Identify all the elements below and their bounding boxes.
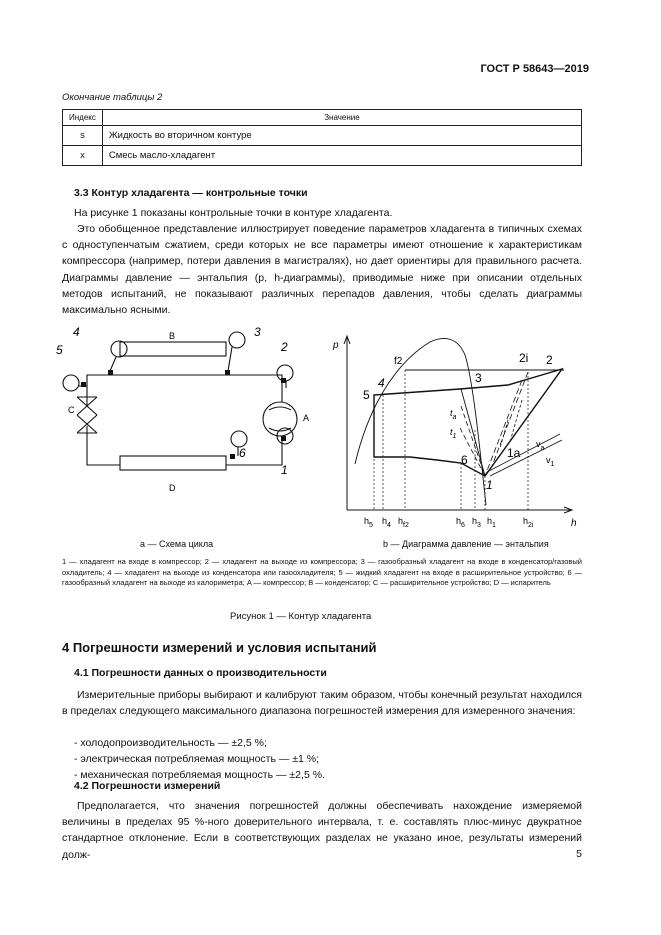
table-cell-value: Смесь масло-хладагент (102, 146, 581, 166)
tick-h3: $h_3$ (472, 516, 481, 529)
section-4-2-text: Предполагается, что значения погрешностей должны обеспечивать нахождение измеряемой величины в пределах 95 %-ного доверительного интервала, т. е. составлять плюс-минус двукратное стандартное отклонение. Если в соответствующих разделах не указано иное, результаты измерений долж- (62, 800, 582, 861)
table-header-index: Индекс (63, 110, 103, 126)
table-header-value: Значение (102, 110, 581, 126)
index-table (62, 109, 582, 166)
t1-label: $t_1$ (450, 427, 457, 440)
tick-h5: $h_5$ (364, 516, 373, 529)
label-evaporator: D (169, 483, 176, 493)
diagram-point-6: 6 (461, 453, 468, 467)
table-row (63, 146, 582, 166)
figure-legend: 1 — хладагент на входе в компрессор; 2 — хладагент на выходе из компрессора; 3 — газообразный хладагент на входе в конденсатор/газовый охладитель; 4 — хладагент на выходе из конденсатора или газоохладителя; 5 — жидкий хладагент на входе в расширительное устройство; 6 — газообразный хладагент на выходе из калориметра; A — компрессор; B — конденсатор; C — расширительное устройство; D — испаритель (62, 557, 582, 587)
diagram-point-2: 2 (546, 353, 553, 367)
diagram-point-1a: 1a (507, 446, 521, 460)
point-2-label: 2 (281, 340, 288, 354)
tick-h6: $h_6$ (456, 516, 465, 529)
point-1-label: 1 (281, 463, 288, 477)
tick-hf2: $h_{f2}$ (398, 516, 409, 529)
table-cell-value: Жидкость во вторичном контуре (102, 126, 581, 146)
page-number: 5 (576, 848, 582, 860)
section-3-3-heading: 3.3 Контур хладагента — контрольные точки (74, 187, 308, 199)
section-4-1-heading: 4.1 Погрешности данных о производительности (74, 667, 327, 679)
h-axis-label: h (571, 518, 577, 529)
table-row (63, 126, 582, 146)
figure-title: Рисунок 1 — Контур хладагента (230, 611, 372, 622)
ph-diagram (330, 330, 585, 535)
section-4-heading: 4 Погрешности измерений и условия испытаний (62, 640, 377, 655)
list-item: - холодопроизводительность — ±2,5 %; (74, 737, 267, 749)
tick-h2i: $h_{2i}$ (523, 516, 534, 529)
list-item: - электрическая потребляемая мощность — ±1 %; (74, 753, 320, 765)
va-label: $v_a$ (536, 439, 545, 452)
cycle-scheme (50, 318, 320, 536)
diagram-point-1: 1 (486, 478, 493, 492)
v1-label: $v_1$ (546, 455, 555, 468)
label-compressor: A (303, 413, 310, 423)
diagram-point-4: 4 (378, 376, 385, 390)
diagram-point-5: 5 (363, 388, 370, 402)
table-cell-index: x (63, 146, 103, 166)
diagram-point-3: 3 (475, 371, 482, 385)
point-6-label: 6 (239, 446, 246, 460)
f2-label: f2 (394, 356, 403, 367)
list-item: - механическая потребляемая мощность — ±2,5 %. (74, 769, 325, 781)
caption-a: a — Схема цикла (140, 539, 214, 549)
tick-h1: $h_1$ (487, 516, 496, 529)
section-4-2-heading: 4.2 Погрешности измерений (74, 780, 221, 792)
table-caption: Окончание таблицы 2 (62, 92, 163, 103)
label-condenser: B (169, 331, 176, 341)
document-id: ГОСТ Р 58643—2019 (480, 63, 589, 75)
section-3-3-p1: На рисунке 1 показаны контрольные точки в контуре хладагента. (74, 207, 393, 219)
point-3-label: 3 (254, 325, 261, 339)
tick-h4: $h_4$ (382, 516, 391, 529)
table-cell-index: s (63, 126, 103, 146)
section-3-3-p2: Это обобщенное представление иллюстрирует поведение параметров хладагента в типичных схемах с одноступенчатым сжатием, среди которых не все параметры имеют отношение к характеристикам компрессора (например, потери давления в магистралях), но дает ориентиры для правильного расчета. Диаграммы давление — энтальпия (p, h-диаграммы), приводимые ниже при описании отдельных методов испытаний, не показывают различных перепадов давления, чтобы сделать диаграммы максимально ясными. (62, 223, 582, 317)
section-4-1-text: Измерительные приборы выбирают и калибруют таким образом, чтобы конечный результат находился в пределах следующего максимального диапазона погрешностей измерения для измеренного значения: (62, 689, 582, 718)
caption-b: b — Диаграмма давление — энтальпия (383, 539, 549, 549)
label-expansion-device: C (68, 405, 75, 415)
p-axis-label: p (333, 340, 339, 351)
diagram-point-2i: 2i (519, 351, 529, 365)
point-5-label: 5 (56, 343, 63, 357)
table-header-row (63, 110, 582, 126)
point-4-label: 4 (73, 325, 80, 339)
ta-label: $t_a$ (450, 408, 457, 421)
